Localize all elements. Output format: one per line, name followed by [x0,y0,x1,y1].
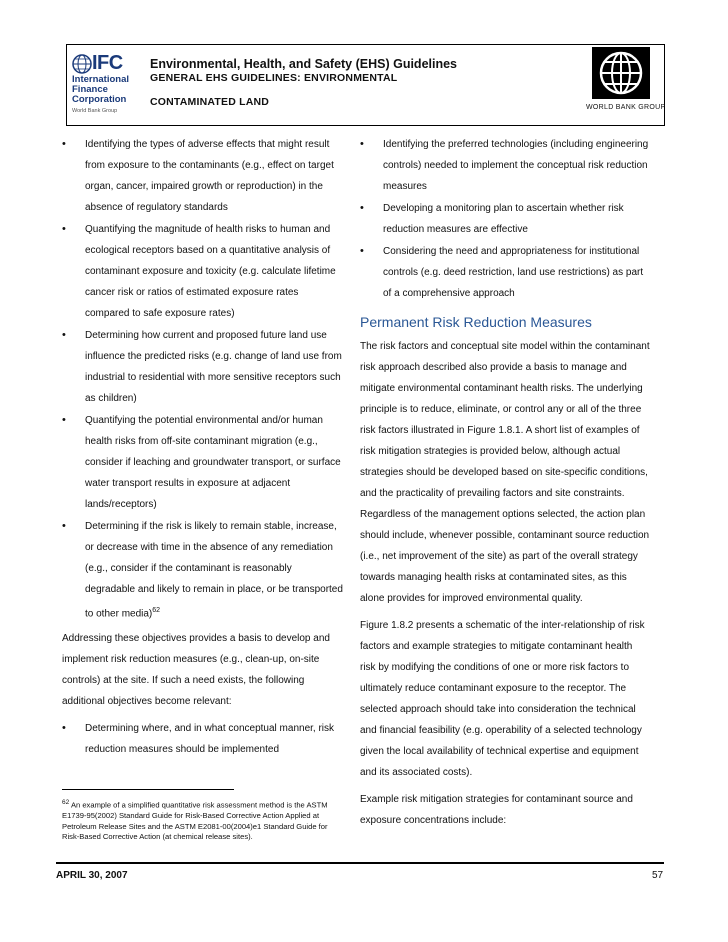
bullet-icon: • [360,202,364,214]
ifc-globe-icon [72,54,92,74]
right-column [360,134,650,831]
body-paragraph: The risk factors and conceptual site model within the contaminant risk approach described also provide a basis to manage and mitigate environmental contaminant health risks. The underlying principle is to reduce, eliminate, or control any or all of the three risk factors illustrated in Figure 1.8.1. A short list of examples of risk mitigation strategies is provided below, although actual strategies should be developed based on site-specific conditions, and the practicality of prevailing factors and site constraints. Regardless of the management options selected, the action plan should include, whenever possible, contaminant source reduction (i.e., net improvement of the site) as part of the overall strategy towards managing health risks at contaminated sites, as this alone provides for improved environmental quality. [360,341,650,604]
doc-subtitle: GENERAL EHS GUIDELINES: ENVIRONMENTAL [150,72,398,84]
bullet-icon: • [62,223,66,235]
bullet-icon: • [62,520,66,532]
logo-line-3: Corporation [72,94,127,105]
header-right-rule [664,44,665,126]
footnote-ref[interactable]: 62 [152,607,161,614]
wb-globe-icon [592,47,650,99]
ifc-brand: IFC [92,52,123,74]
bullet-icon: • [62,138,66,150]
list-item: • Considering the need and appropriateness for institutional controls (e.g. deed restriction, land use restrictions) as part of a comprehensive approach [360,241,650,304]
header-top-rule [66,44,664,45]
header-left-rule [66,44,67,126]
footer-date: APRIL 30, 2007 [56,870,128,881]
list-item: • Determining if the risk is likely to remain stable, increase, or decrease with time in the absence of any remediation (e.g., consider if the contaminant is reasonably degradable and likely to remain in place, or be transported to other media)$^{62}$ [62,516,344,624]
footnote-separator [62,789,234,790]
footnote: $^{62}$ An example of a simplified quantitative risk assessment method is the ASTM E1739-95(2002) Standard Guide for Risk-Based Corrective Action Applied at Petroleum Release Sites and the ASTM E2081-00(2004)e1 Standard Guide for Risk-Based Corrective Action (at chemical release sites). [62,799,328,842]
logo-line-2: Finance [72,84,108,95]
section-heading: Permanent Risk Reduction Measures [360,314,592,330]
list-item: • Quantifying the potential environmental and/or human health risks from off-site contaminant migration (e.g., consider if leaching and groundwater transport, or surface water transport results in exposure at adjacent lands/receptors) [62,410,344,515]
bullet-icon: • [62,414,66,426]
bullet-icon: • [360,138,364,150]
list-item: • Identifying the preferred technologies (including engineering controls) needed to implement the conceptual risk reduction measures [360,134,650,197]
bullet-icon: • [360,245,364,257]
world-bank-logo [592,47,650,99]
footer-rule [56,862,664,864]
list-item: • Determining how current and proposed future land use influence the predicted risks (e.g. change of land use from industrial to residential with more sensitive receptors such as children) [62,325,344,409]
bullet-icon: • [62,722,66,735]
doc-section: CONTAMINATED LAND [150,96,270,108]
list-item: • Determining where, and in what conceptual manner, risk reduction measures should be implemented [62,718,344,760]
logo-line-1: International [72,74,130,85]
bullet-icon: • [62,329,66,341]
wb-label: WORLD BANK GROUP [586,104,666,111]
body-paragraph: Example risk mitigation strategies for contaminant source and exposure concentrations include: [360,794,633,826]
doc-title: Environmental, Health, and Safety (EHS) Guidelines [150,57,458,71]
body-paragraph: Addressing these objectives provides a basis to develop and implement risk reduction measures (e.g., clean-up, on-site controls) at the site. If such a need exists, the following additional objectives become relevant: [62,633,330,708]
logo-sub: World Bank Group [72,108,118,114]
list-item: • Developing a monitoring plan to ascertain whether risk reduction measures are effective [360,198,650,240]
footnote-number: 62 [62,799,70,806]
list-item: • Quantifying the magnitude of health risks to human and ecological receptors based on a quantitative analysis of contaminant exposure and toxicity (e.g. calculate lifetime cancer risk or ratios of estimated exposure rates compared to safe exposure rates) [62,219,344,324]
header-bottom-rule [66,125,664,126]
body-paragraph: Figure 1.8.2 presents a schematic of the inter-relationship of risk factors and example strategies to mitigate contaminant health risk by modifying the conditions of one or more risk factors to ultimately reduce contaminant exposure to the receptor. The selected approach should take into consideration the technical and financial feasibility (e.g. operability of a selected technology given the local availability of technical expertise and equipment and its associated costs). [360,620,645,778]
page-number: 57 [652,870,664,881]
list-item: • Identifying the types of adverse effects that might result from exposure to the contaminants (e.g., effect on target organ, cancer, impaired growth or reproduction) in the absence of regulatory standards [62,134,344,218]
ifc-logo [72,54,144,120]
left-column [62,134,344,760]
